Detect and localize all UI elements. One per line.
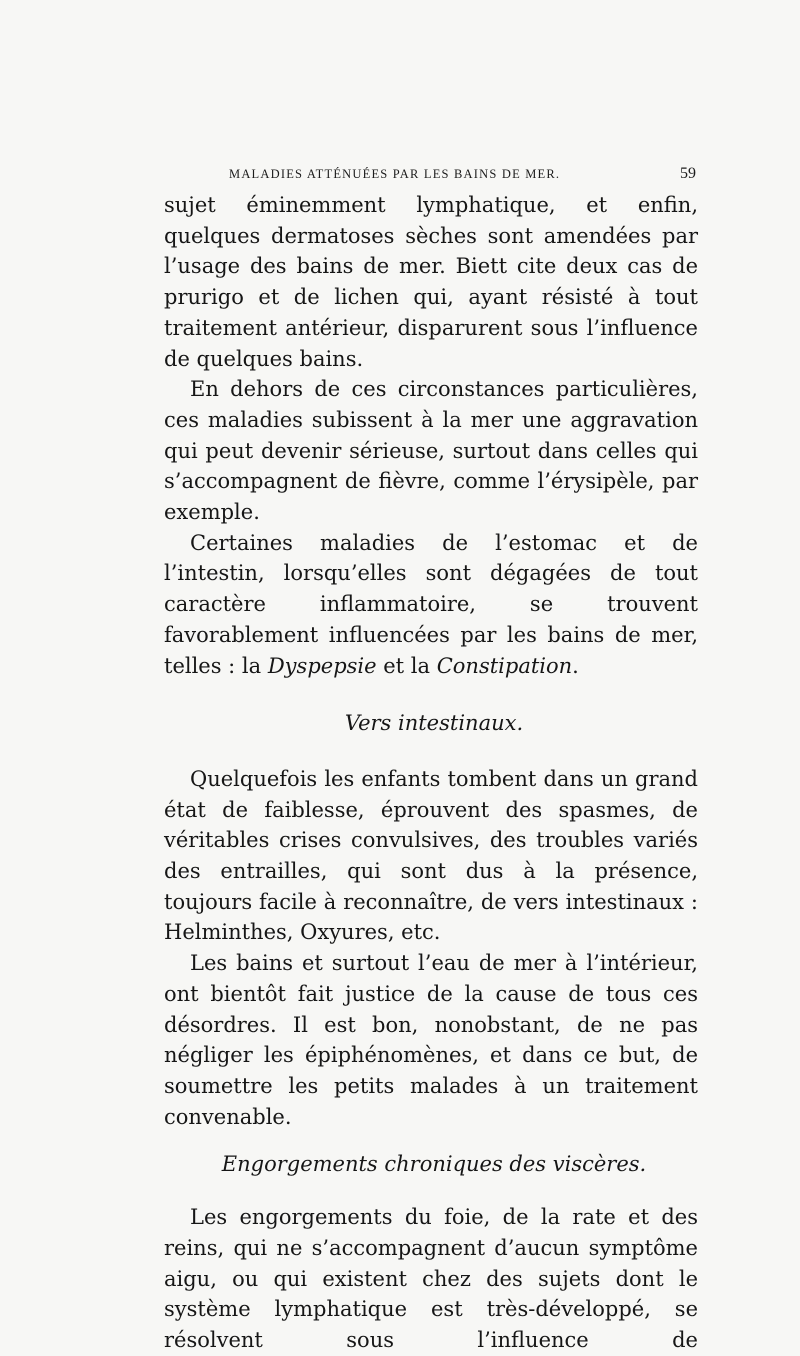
section-heading: Engorgements chroniques des viscères. (221, 1152, 647, 1177)
paragraph: En dehors de ces circonstances particulières, ces maladies subissent à la mer une aggravation qui peut devenir sérieuse, surtout dans celles qui s’accompagnent de fièvre, comme l’érysipèle, par exemple. (164, 377, 698, 525)
paragraph-text: Certaines maladies de l’estomac et de l’intestin, lorsqu’elles sont dégagées de tout caractère inflammatoire, se trouvent favorablement influencées par les bains de mer, telles : la (164, 530, 698, 678)
paragraph: Les engorgements du foie, de la rate et des reins, qui ne s’accompagnent d’aucun symptôme aigu, ou qui existent chez des sujets dont le système lymphatique est très-développé, se résolvent sous l’influence de (164, 1205, 698, 1352)
running-title: MALADIES ATTÉNUÉES PAR LES BAINS DE MER. (229, 167, 561, 181)
body-text (164, 190, 698, 1356)
italic-term: Constipation (436, 653, 573, 678)
paragraph: Quelquefois les enfants tombent dans un grand état de faiblesse, éprouvent des spasmes, de véritables crises convulsives, des troubles variés des entrailles, qui sont dus à la présence, toujours facile à reconnaître, de vers intestinaux : Helminthes, Oxyures, etc. (164, 766, 698, 945)
italic-term: Dyspepsie (267, 653, 377, 678)
paragraph-text: . (572, 653, 579, 678)
paragraph-text: et la (376, 653, 437, 678)
section-heading: Vers intestinaux. (344, 711, 524, 736)
page-number: 59 (680, 165, 696, 182)
paragraph (164, 528, 698, 682)
running-head (229, 165, 702, 187)
paragraph: Les bains et surtout l’eau de mer à l’intérieur, ont bientôt fait justice de la cause de tous ces désordres. Il est bon, nonobstant, de ne pas négliger les épiphénomènes, et dans ce but, de soumettre les petits malades à un traitement convenable. (164, 951, 698, 1129)
paragraph-continued: sujet éminemment lymphatique, et enfin, quelques dermatoses sèches sont amendées par l’usage des bains de mer. Biett cite deux cas de prurigo et de lichen qui, ayant résisté à tout traitement antérieur, disparurent sous l’influence de quelques bains. (164, 193, 698, 371)
